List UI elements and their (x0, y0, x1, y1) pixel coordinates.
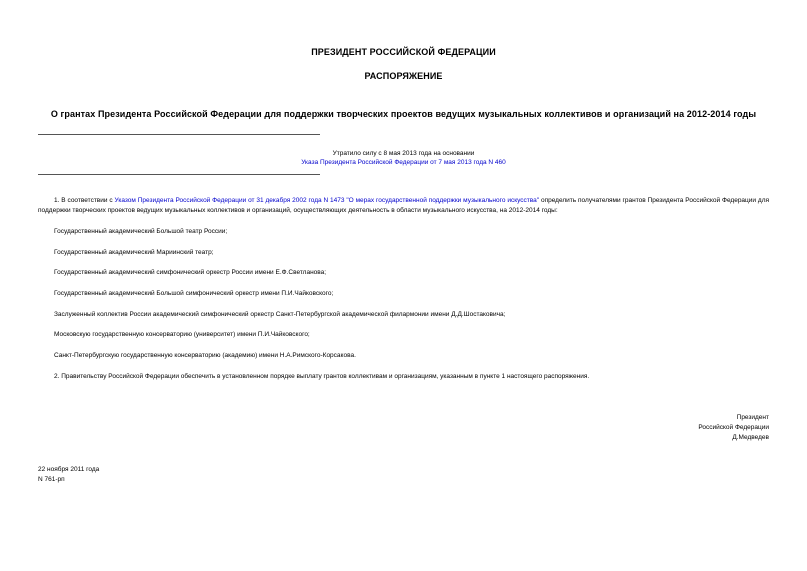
issuer-heading: ПРЕЗИДЕНТ РОССИЙСКОЙ ФЕДЕРАЦИИ (311, 47, 496, 57)
lost-force-note: Утратило силу с 8 мая 2013 года на основании (332, 150, 475, 157)
recipient-item: Государственный академический симфонический оркестр России имени Е.Ф.Светланова; (54, 269, 327, 276)
document-type-heading: РАСПОРЯЖЕНИЕ (364, 71, 443, 81)
basis-decree-link[interactable]: Указа Президента Российской Федерации от 7 мая 2013 года N 460 (301, 159, 506, 166)
document-title: О грантах Президента Российской Федерации для поддержки творческих проектов ведущих музыкальных коллективов и организаций на 2012-2014 годы (50, 109, 757, 119)
document-date: 22 ноября 2011 года (38, 466, 100, 473)
lost-force-basis (38, 159, 769, 166)
document-number: N 761-рп (38, 476, 65, 483)
recipient-item: Заслуженный коллектив России академический симфонический оркестр Санкт-Петербургской академической филармонии имени Д.Д.Шостаковича; (54, 311, 506, 318)
recipient-item: Московскую государственную консерваторию (университет) имени П.И.Чайковского; (54, 331, 310, 338)
paragraph-1 (38, 196, 769, 216)
recipient-item: Санкт-Петербургскую государственную консерваторию (академию) имени Н.А.Римского-Корсакова. (54, 352, 356, 359)
paragraph-1-intro: 1. В соответствии с (54, 197, 115, 204)
signature-country: Российской Федерации (698, 424, 769, 431)
recipient-item: Государственный академический Мариинский театр; (54, 249, 214, 256)
paragraph-2: 2. Правительству Российской Федерации обеспечить в установленном порядке выплату грантов коллективам и организациям, указанным в пункте 1 настоящего распоряжения. (54, 373, 590, 380)
recipient-item: Государственный академический Большой симфонический оркестр имени П.И.Чайковского; (54, 290, 334, 297)
divider-bottom (38, 174, 320, 175)
paragraph-1-rest: определить получателями грантов Президента Российской Федерации для поддержки творческих проектов ведущих музыкальных коллективов и организаций, осуществляющих деятельность в области музыкального искусства, на 2012-2014 годы: (38, 197, 770, 214)
signature-title: Президент (736, 414, 769, 421)
decree-1473-link[interactable]: Указом Президента Российской Федерации от 31 декабря 2002 года N 1473 "О мерах государственной поддержки музыкального искусства" (114, 197, 540, 204)
divider-top (38, 134, 320, 135)
signature-name: Д.Медведев (732, 434, 769, 441)
recipient-item: Государственный академический Большой театр России; (54, 228, 228, 235)
